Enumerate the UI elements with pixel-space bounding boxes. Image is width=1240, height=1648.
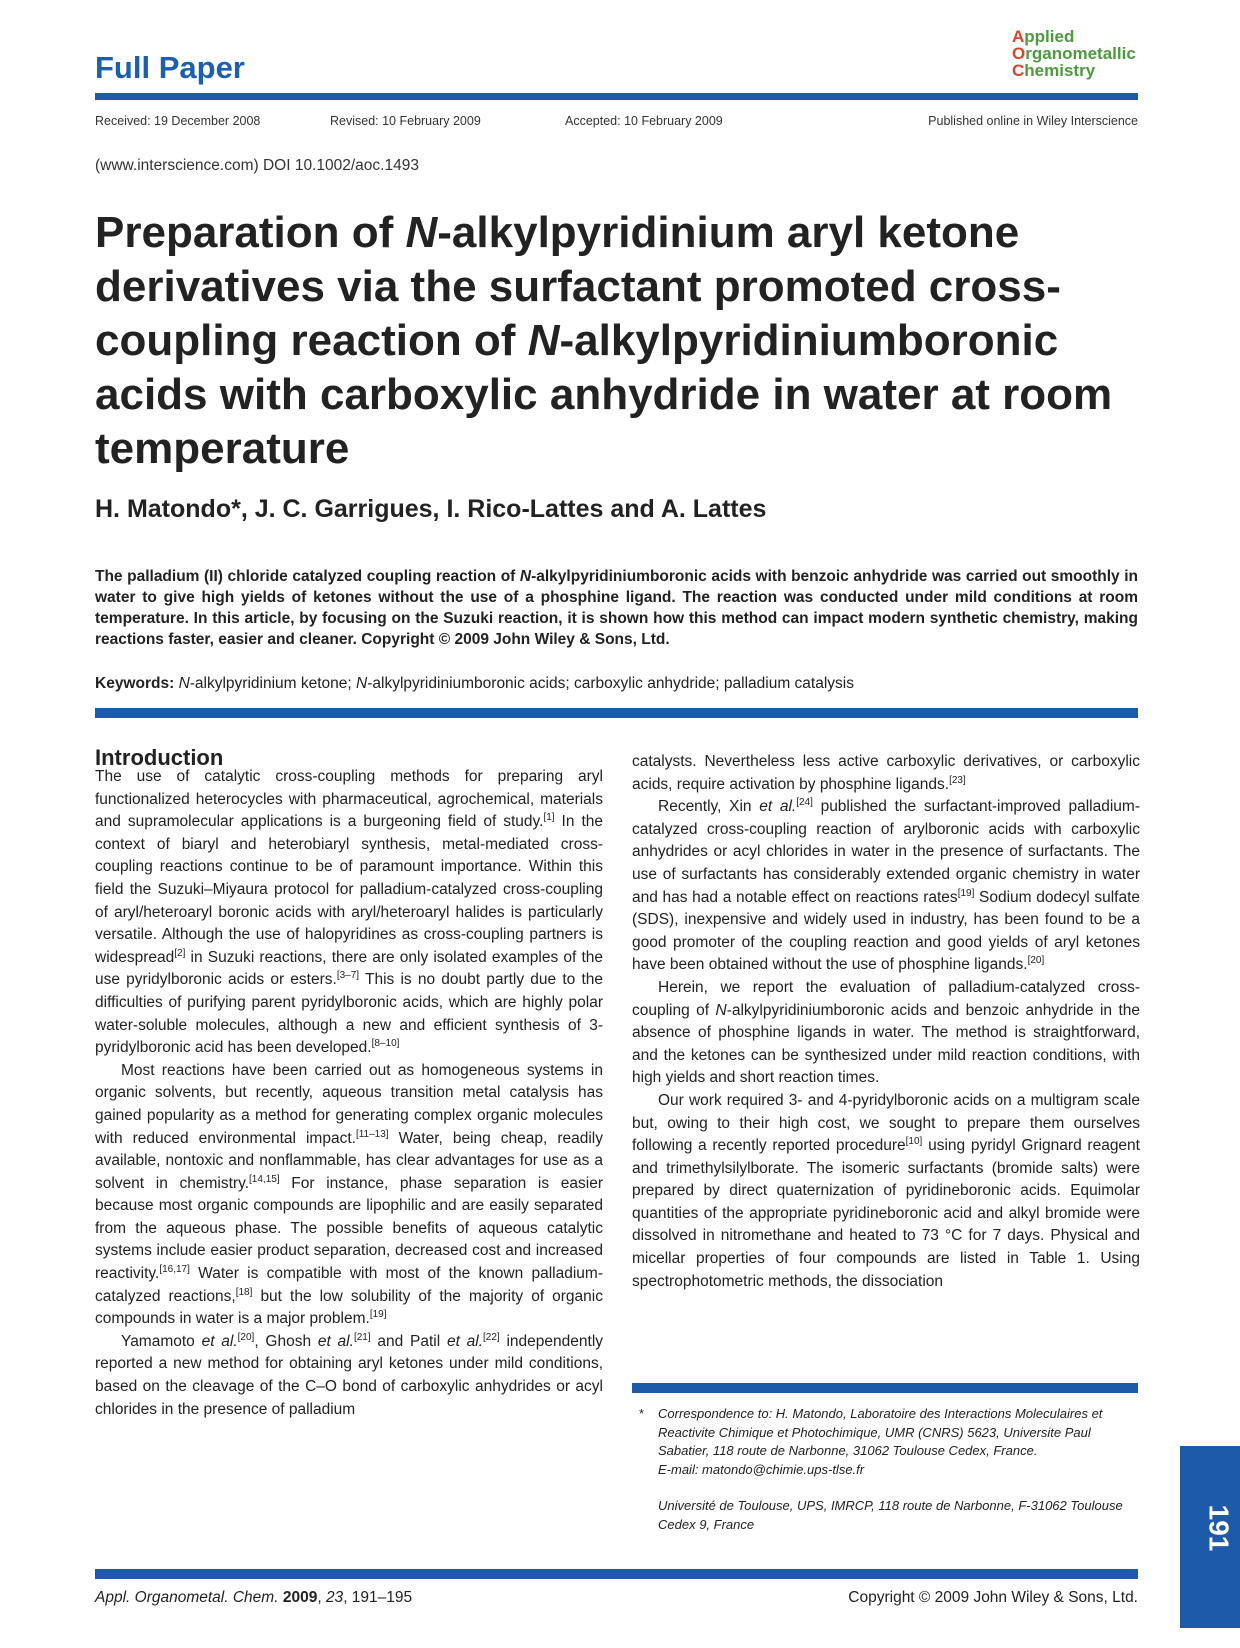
page-number: 191 <box>1203 1504 1235 1552</box>
citation: [19] <box>369 1309 387 1321</box>
paragraph: catalysts. Nevertheless less active carboxylic derivatives, or carboxylic acids, require activation by phosphine ligands.[23] <box>632 753 1140 793</box>
revised-date: Revised: 10 February 2009 <box>330 114 481 128</box>
footer-copyright: Copyright © 2009 John Wiley & Sons, Ltd. <box>848 1589 1138 1606</box>
received-date: Received: 19 December 2008 <box>95 114 261 128</box>
accepted-date: Accepted: 10 February 2009 <box>565 114 723 128</box>
correspondence-note <box>632 1405 1140 1534</box>
citation: [23] <box>949 774 966 786</box>
page-number-tab <box>1180 1446 1240 1628</box>
paragraph: Most reactions have been carried out as homogeneous systems in organic solvents, but recently, aqueous transition metal catalysis has gained popularity as a method for generating complex organic molecules with reduced environmental impact.[11–13] Water, being cheap, readily available, nontoxic and nonflammable, has clear advantages for use as a solvent in chemistry.[14,15] For instance, phase separation is easier because most organic compounds are lipophilic and are easily separated from the aqueous phase. The possible benefits of aqueous catalytic systems include easier product separation, decreased cost and increased reactivity.[16,17] Water is compatible with most of the known palladium-catalyzed reactions,[18] but the low solubility of the majority of organic compounds in water is a major problem.[19] <box>95 1061 603 1328</box>
correspondence-email[interactable]: E-mail: matondo@chimie.ups-tlse.fr <box>658 1461 865 1477</box>
paragraph: Yamamoto et al.[20], Ghosh et al.[21] and Patil et al.[22] independently reported a new method for obtaining aryl ketones under mild conditions, based on the cleavage of the C–O bond of carboxylic anhydrides or acyl chlorides in the presence of palladium <box>95 1331 604 1418</box>
citation: [19] <box>957 887 975 899</box>
citation: [8–10] <box>371 1037 400 1049</box>
citation: [20] <box>237 1331 255 1343</box>
left-column <box>95 766 603 1421</box>
citation: [2] <box>174 947 186 959</box>
correspondence-address: Correspondence to: H. Matondo, Laboratoire des Interactions Moleculaires et Reactivite Chimique et Photochimique, UMR (CNRS) 5623, Universite Paul Sabatier, 118 route de Narbonne, 31062 Toulouse Cedex, France. <box>658 1406 1103 1458</box>
citation: [22] <box>483 1331 500 1343</box>
paragraph: The use of catalytic cross-coupling methods for preparing aryl functionalized heterocycles with pharmaceutical, agrochemical, materials and supramolecular applications is a burgeoning field of study.[1] In the context of biaryl and heterobiaryl synthesis, metal-mediated cross-coupling reactions continue to be of paramount importance. Within this field the Suzuki–Miyaura protocol for palladium-catalyzed cross-coupling of aryl/heteroaryl boronic acids with aryl/heteroaryl halides is particularly versatile. Although the use of halopyridines as cross-coupling partners is widespread[2] in Suzuki reactions, there are only isolated examples of the use pyridylboronic acids or esters.[3–7] This is no doubt partly due to the difficulties of purifying parent pyridylboronic acids, which are highly polar water-soluble molecules, although a new and efficient synthesis of 3-pyridylboronic acid has been developed.[8–10] <box>95 768 603 1057</box>
introduction-heading: Introduction <box>95 745 224 770</box>
publication-dates <box>95 114 1138 130</box>
citation: [1] <box>543 812 555 824</box>
citation: [16,17] <box>159 1263 190 1275</box>
citation: [18] <box>235 1286 253 1298</box>
section-label: Full Paper <box>95 50 245 85</box>
paragraph: Our work required 3- and 4-pyridylboronic acids on a multigram scale but, owing to their high cost, we sought to prepare them ourselves following a recently reported procedure[10] using pyridyl Grignard reagent and trimethylsilylborate. The isomeric surfactants (bromide salts) were prepared by direct quaternization of pyridineboronic acids. Equimolar quantities of the appropriate pyridineboronic acid and alkyl bromide were dissolved in nitromethane and heated to 73 °C for 7 days. Physical and micellar properties of four compounds are listed in Table 1. Using spectrophotometric methods, the dissociation <box>632 1091 1140 1290</box>
article-title: Preparation of N-alkylpyridinium aryl ketone derivatives via the surfactant promoted cross-coupling reaction of N-alkylpyridiniumboronic acids with carboxylic anhydride in water at room temperature <box>95 208 1113 473</box>
citation: [3–7] <box>336 970 360 982</box>
published-online: Published online in Wiley Interscience <box>928 114 1138 128</box>
abstract: The palladium (II) chloride catalyzed coupling reaction of N-alkylpyridiniumboronic acids with benzoic anhydride was carried out smoothly in water to give high yields of ketones without the use of a phosphine ligand. The reaction was conducted under mild conditions at room temperature. In this article, by focusing on the Suzuki reaction, it is shown how this method can impact modern synthetic chemistry, making reactions faster, easier and cleaner. Copyright © 2009 John Wiley & Sons, Ltd. <box>95 568 1138 648</box>
paragraph: Recently, Xin et al.[24] published the surfactant-improved palladium-catalyzed cross-coupling reaction of arylboronic acids with carboxylic anhydrides or acyl chlorides in water in the presence of surfactants. The use of surfactants has considerably extended organic chemistry in water and has had a notable effect on reactions rates[19] Sodium dodecyl sulfate (SDS), inexpensive and widely used in industry, has been found to be a good promoter of the coupling reaction and good yields of aryl ketones have been obtained without the use of phosphine ligands.[20] <box>632 797 1140 974</box>
right-column <box>632 751 1140 1293</box>
footnote-marker: * <box>639 1406 645 1421</box>
citation: [20] <box>1027 955 1045 967</box>
citation: [24] <box>796 797 813 809</box>
citation: [11–13] <box>355 1128 389 1140</box>
correspondence-rule <box>632 1383 1138 1393</box>
keywords: Keywords: N-alkylpyridinium ketone; N-alkylpyridiniumboronic acids; carboxylic anhydride; palladium catalysis <box>95 675 854 692</box>
second-affiliation: Université de Toulouse, UPS, IMRCP, 118 route de Narbonne, F-31062 Toulouse Cedex 9, France <box>658 1498 1123 1532</box>
journal-citation: Appl. Organometal. Chem. 2009, 23, 191–195 <box>95 1589 413 1606</box>
doi-line: (www.interscience.com) DOI 10.1002/aoc.1493 <box>95 157 419 174</box>
citation: [10] <box>905 1135 923 1147</box>
journal-logo: Applied Organometallic Chemistry <box>1012 27 1136 80</box>
citation: [14,15] <box>249 1173 280 1185</box>
footer-rule <box>95 1569 1138 1579</box>
abstract-copyright: Copyright © 2009 John Wiley & Sons, Ltd. <box>361 631 670 648</box>
paragraph: Herein, we report the evaluation of palladium-catalyzed cross-coupling of N-alkylpyridiniumboronic acids and benzoic anhydride in the absence of phosphine ligands in water. The method is straightforward, and the ketones can be synthesized under mild reaction conditions, with high yields and short reaction times. <box>632 978 1140 1087</box>
keywords-rule <box>95 708 1138 718</box>
header-rule <box>95 93 1138 100</box>
citation: [21] <box>353 1331 371 1343</box>
author-list: H. Matondo*, J. C. Garrigues, I. Rico-Lattes and A. Lattes <box>95 495 767 523</box>
